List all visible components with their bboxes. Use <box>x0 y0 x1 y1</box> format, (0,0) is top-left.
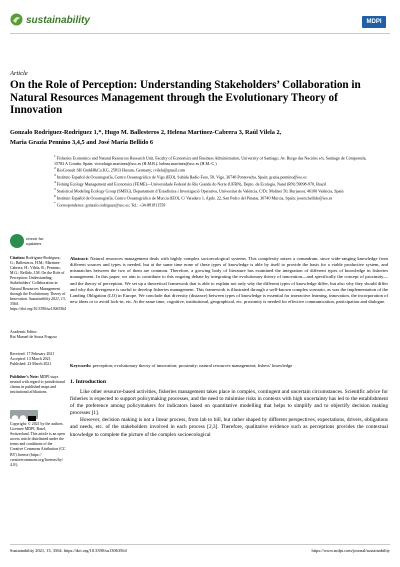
affiliation: $^4$ Fishing Ecology Management and Economics (FEME)—Universidade Federal do Rio Grande do Norte (UFRN), Depto. de Ecologia, Natal (RN) 59098-970, Brazil <box>54 180 327 187</box>
publisher-logo: MDPI <box>362 16 386 28</box>
footer-divider <box>10 544 390 545</box>
affiliation: $^1$ Fisheries Economics and Natural Resources Research Unit, Faculty of Economics and Business Administration, University of Santiago, Av. Burgo das Nacións s/n, Santiago de Compostela, 15782 A Coruña, Spain; victorhugo.martinez@usc.es (H.M.B.); helena.martinez@usc.es (H.M.-C.) <box>54 154 367 166</box>
journal-name: sustainability <box>26 15 90 26</box>
author-line: Gonzalo Rodriguez-Rodriguez 1,*, Hugo M. Ballesteros 2, Helena Martinez-Cabrera 3, Raúl Vilela 2, <box>10 129 282 136</box>
paragraph: However, decision making is not a linear process, from lab to bill, but rather shaped by different perspectives, expectations, drivers, obligations and needs, etc. of the stakeholders involved in each process [2,3]. Therefore, qualitative evidence such as perceptions provides the contextual knowledge to complete the picture of the complex socioecological <box>70 417 388 438</box>
affiliation: $^2$ BioConsult SH GmbH&Co.KG, 25813 Husum, Germany; rvilela@gmail.com <box>54 166 185 173</box>
affiliation: $^3$ Instituto Español de Oceanografía, Centro Oceanográfico de Vigo (IEO), Subida Radio Faro, 50, Vigo, 36740 Pontevedra, Spain; grazia.pennino@ieo.es <box>54 173 307 180</box>
author-list <box>10 128 390 148</box>
affiliation: $^5$ Statistical Modeling Ecology Group (SMEG), Departament d’Estadística i Investigació Operativa, Universitat de València, C/Dr. Moliner 50, Burjassot, 46100 València, Spain <box>54 187 344 194</box>
check-for-updates-button[interactable]: check for updates <box>10 234 50 250</box>
author-line: Maria Grazia Pennino 3,4,5 and José María Bellido 6 <box>10 139 154 146</box>
article-title: On the Role of Perception: Understanding Stakeholders’ Collaboration in Natural Resources Management through the Evolutionary Theory of Innovation <box>10 79 361 117</box>
check-updates-icon <box>10 234 24 248</box>
affiliations <box>54 154 374 208</box>
article-type: Article <box>10 70 28 77</box>
introduction-text <box>70 389 388 439</box>
correspondence: * Correspondence: gonzalo.rodriguez@usc.es; Tel.: +34-881811559 <box>54 201 166 208</box>
publisher-note: Publisher’s Note: MDPI stays neutral with regard to jurisdictional claims in published maps and institutional affiliations. <box>10 375 66 395</box>
copyright: Copyright: © 2021 by the authors. Licensee MDPI, Basel, Switzerland. This article is an open access article distributed under the terms and conditions of the Creative Commons Attribution (CC BY) license (https:// creativecommons.org/licenses/by/ 4.0/). <box>10 422 66 467</box>
journal-logo-icon <box>10 13 23 26</box>
header-divider <box>10 33 390 34</box>
affiliation: $^6$ Instituto Español de Oceanografía, Centro Oceanográfico de Murcia (IEO), C/ Varadero 1, Apdo. 22, San Pedro del Pinatar, 30740 Murcia, Spain; josem.bellido@ieo.es <box>54 194 333 201</box>
citation-block: Citation: Rodriguez-Rodriguez, G.; Ballesteros, H.M.; Martinez-Cabrera, H.; Vilela, R.; Pennino, M.G.; Bellido, J.M. On the Role of Perception: Understanding Stakeholders’ Collaboration in Natural Resources Management through the Evolutionary Theory of Innovation. Sustainability 2021, 13, 3564. https://doi.org/10.3390/su13063564 <box>10 256 67 311</box>
dates: Received: 17 February 2021 Accepted: 13 March 2021 Published: 23 March 2021 <box>10 352 55 367</box>
academic-editor: Academic Editor: Rui Manuel de Sousa Fragoso <box>10 330 57 340</box>
cc-by-license-icon <box>10 410 38 419</box>
abstract: Abstract: Natural resources management deals with highly complex socioecological systems. This complexity mixes a conundrum, since wide-ranging knowledge from different sources and types is needed, but at the same time none of these types of knowledge is able by itself to provide the basis for a viable productive system, and mismatches between the two of them are common. Therefore, a growing body of literature has examined the integration of different types of knowledge in fisheries management. In this paper, we aim to contribute to this ongoing debate by integrating the evolutionary theory of innovation—and specifically the concept of proximity—and the theory of perception. We set up a theoretical framework that is able to explain not only why the different types of knowledge differ, but also why they should differ and why this divergence is useful to develop fisheries management. This framework is illustrated through a well-known complex scenario, as was the implementation of the Landing Obligation (LO) in Europe. We conclude that diversity (distance) between types of knowledge is essential for interactive learning, innovation, the incorporation of new ideas or to avoid lock-in, etc. At the same time, cognitive, institutional, geographical, etc. proximity is needed for effective communication, participation and dialogue. <box>70 256 388 305</box>
footer-citation: Sustainability 2021, 13, 3564. https://doi.org/10.3390/su13063564 <box>10 548 127 553</box>
section-heading: 1. Introduction <box>70 379 106 385</box>
keywords: Keywords: perception; evolutionary theory of innovation; proximity; natural resources management; fishers’ knowledge <box>70 363 293 368</box>
paragraph: Like other resource-based activities, fisheries management takes place in complex, contingent and uncertain circumstances. Scientific advice for fisheries is expected to support policymaking processes, and the need to minimise risks in contexts with high uncertainty has led to the establishment of the preference among policymakers for indicators based on quantitative modelling that helps to simplify and to objectify decision making processes [1]. <box>70 389 388 417</box>
journal-link[interactable]: https://www.mdpi.com/journal/sustainability <box>311 548 390 553</box>
